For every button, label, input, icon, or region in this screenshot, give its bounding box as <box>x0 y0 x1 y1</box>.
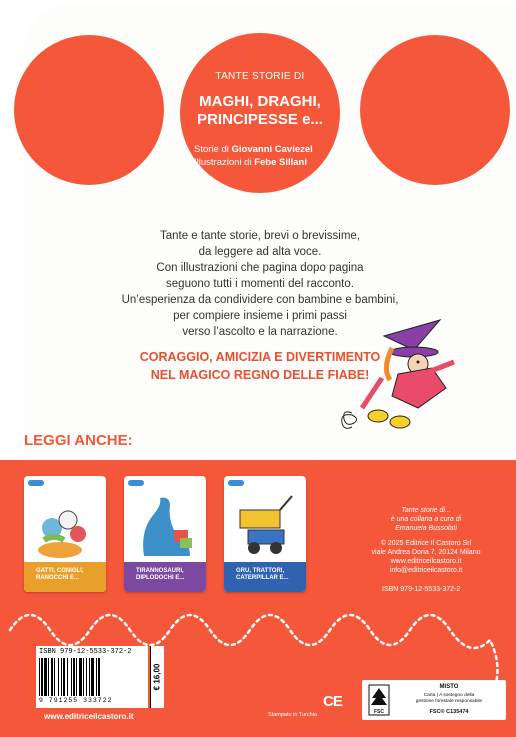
blurb-line: Con illustrazioni che pagina dopo pagina <box>156 262 364 274</box>
vehicles-illustration <box>230 490 300 562</box>
publisher-info <box>352 506 500 581</box>
ce-mark: CE <box>323 693 342 710</box>
price-label: € 16,00 <box>152 663 162 691</box>
illustrator-line <box>194 156 344 169</box>
slogan-line-2: NEL MAGICO REGNO DELLE FIABE! <box>150 368 370 382</box>
slogan-line-1: CORAGGIO, AMICIZIA E DIVERTIMENTO <box>139 350 381 364</box>
copyright: © 2025 Editrice Il Castoro Srl <box>380 540 472 547</box>
related-book-1[interactable] <box>24 476 106 592</box>
blurb-line: verso l’ascolto e la narrazione. <box>182 326 338 338</box>
series-tag <box>128 480 144 486</box>
fsc-label <box>362 680 506 720</box>
barcode <box>36 646 148 708</box>
fsc-desc-line: gestione forestale responsabile <box>415 698 483 704</box>
series-line: è una collana a cura di <box>390 516 462 523</box>
book-title-line: RANOCCHI E... <box>36 575 80 581</box>
barcode-bars <box>39 658 123 696</box>
footer-website: www.editriceilcastoro.it <box>44 712 134 721</box>
decorative-circle-left <box>14 35 164 185</box>
animals-illustration <box>30 490 100 562</box>
publisher-web: www.editriceilcastoro.it <box>390 558 462 565</box>
title-line-2: PRINCIPESSE e... <box>197 111 323 128</box>
series-tag <box>28 480 44 486</box>
fsc-tree-icon <box>368 684 390 716</box>
book-title <box>180 93 340 129</box>
author-line <box>194 143 344 156</box>
credits <box>194 143 344 169</box>
series-name: TANTE STORIE DI <box>215 71 305 82</box>
author-prefix: Storie di <box>194 144 229 155</box>
book-title-label <box>136 568 200 582</box>
price <box>150 646 164 708</box>
book-title-line: GATTI, CONIGLI, <box>36 568 84 574</box>
blurb-line: da leggere ad alta voce. <box>198 246 322 258</box>
related-book-2[interactable] <box>124 476 206 592</box>
blurb-line: Un’esperienza da condividere con bambine e bambini, <box>121 294 399 306</box>
title-line-1: MAGHI, DRAGHI, <box>199 93 321 110</box>
book-title-line: DIPLODOCHI E... <box>136 575 185 581</box>
publisher-email: info@editriceilcastoro.it <box>389 567 463 574</box>
book-title-label <box>236 568 300 582</box>
printed-in: Stampato in Turchia <box>268 712 317 718</box>
illustrator-name: Febe Sillani <box>254 157 307 168</box>
series-line: Tante storie di... <box>401 507 451 514</box>
related-book-3[interactable] <box>224 476 306 592</box>
series-editor: Emanuela Bussolati <box>395 525 457 532</box>
book-title-label <box>36 568 100 582</box>
book-title-line: CATERPILLAR E... <box>236 575 289 581</box>
blurb-line: seguono tutti i momenti del racconto. <box>166 278 354 290</box>
blurb-line: Tante e tante storie, brevi o brevissime, <box>159 230 361 242</box>
series-tag <box>228 480 244 486</box>
decorative-circle-right <box>360 35 510 185</box>
author-name: Giovanni Caviezel <box>231 144 313 155</box>
book-title-line: TIRANNOSAURI, <box>136 568 184 574</box>
fsc-description <box>396 693 502 704</box>
fsc-code: FSC® C135474 <box>429 709 469 715</box>
barcode-digits: 9 791255 333722 <box>39 697 113 704</box>
dinosaur-illustration <box>130 490 200 562</box>
title-block <box>180 33 340 193</box>
fsc-desc-line: Carta | A sostegno della <box>423 693 475 698</box>
book-title-line: GRU, TRATTORI, <box>236 568 285 574</box>
fsc-logo-text: FSC <box>374 709 384 715</box>
related-heading: LEGGI ANCHE: <box>24 432 133 449</box>
blurb-line: per compiere insieme i primi passi <box>173 310 347 322</box>
barcode-isbn: ISBN 979-12-5533-372-2 <box>39 648 132 656</box>
address: viale Andrea Doria 7, 20124 Milano <box>371 549 481 556</box>
isbn-text: ISBN 979-12-5533-372-2 <box>382 586 461 593</box>
fsc-mix-label: MISTO <box>439 684 459 690</box>
witch-illustration <box>322 318 492 448</box>
illustrator-prefix: Illustrazioni di <box>194 157 252 168</box>
